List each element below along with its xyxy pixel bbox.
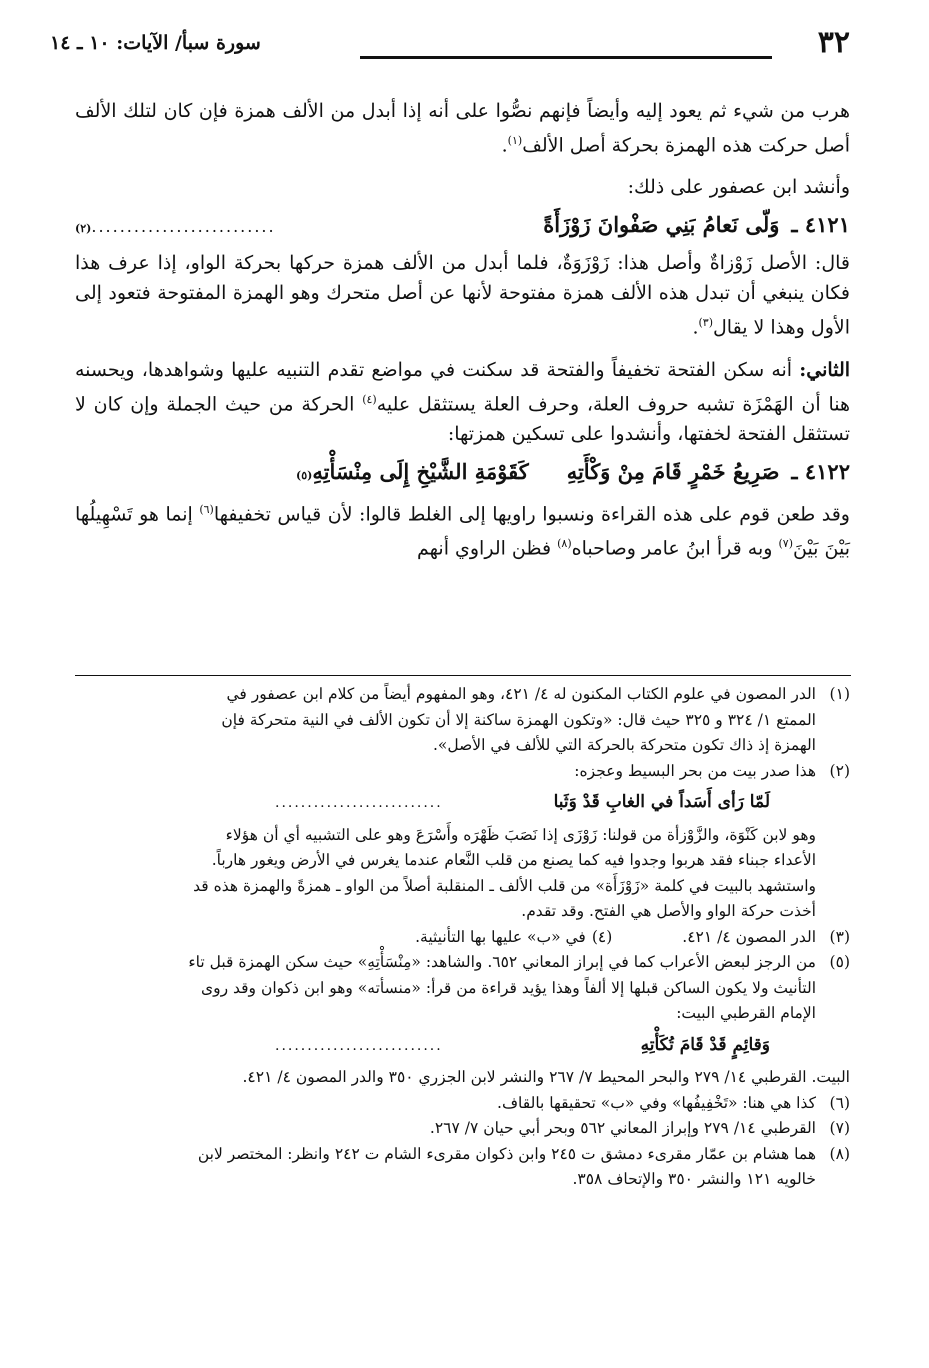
footnote-ref[interactable]: (٨) (557, 537, 572, 551)
verse-4122 (75, 457, 850, 491)
footnote-4-num: (٤) (591, 927, 613, 946)
main-text (75, 96, 850, 564)
footnote-7: (٧) القرطبي ١٤/ ٢٧٩ وإبراز المعاني ٥٦٢ وبحر أبي حيان ٧/ ٢٦٧. (429, 1119, 850, 1137)
footnotes-3-4: (٣) الدر المصون ٤/ ٤٢١. (٤) في «ب» عليها بها التأنيثية. (75, 925, 850, 951)
footnote-5-verse: وَقائِمٍ قَدْ قَامَ تُكَأْتِهِ .......................... (275, 1034, 770, 1055)
footnote-5: (٥) من الرجز لبعض الأعراب كما في إبراز المعاني ٦٥٢. والشاهد: «مِنْسَأْتِهِ» حيث سكن الهمزة قبل تاء التأنيث ولا يكون الساكن قبلها إلا ألفاً وهذا يؤيد قراءة من قرأ: «منسأته» وهو ابن ذكوان وقد روى الإمام القرطبي البيت: (188, 953, 850, 1022)
paragraph-lead: الثاني: (799, 358, 851, 381)
footnote-2-commentary: وهو لابن كَنْوَة، والزَّوْزأة من قولنا: زَوْزَى إذا نَصَبَ ظَهْرَه وأَسْرَعَ وهو على التشبيه أي أن هؤلاء الأعداء جبناء فقد هربوا وجدوا فيه كما يصنع من قلب النَّعام عندما يغرس في الأرض ويغور هارباً. واستشهد بالبيت في كلمة «زَوْزَأَة» من قلب الألف ـ المنقلبة أصلاً من الواو ـ همزةً والهمزة هذه قد أخذت حركة الواو والأصل هي الفتح. وقد تقدم. (193, 825, 816, 920)
paragraph-1: هرب من شيء ثم يعود إليه وأيضاً فإنهم نصُّوا على أنه إذا أبدل من الألف همزة فإن كان لتلك الألف أصل حركت هذه الهمزة بحركة أصل الألف$^{(١)}$. (75, 100, 850, 157)
footnote-ref[interactable]: (٥) (296, 468, 313, 482)
footnote-3: الدر المصون ٤/ ٤٢١. (682, 927, 816, 946)
verse-hemistich-2: كَقَوْمَةِ الشَّيْخِ إِلَى مِنْسَأْتِهِ (312, 458, 529, 484)
verse-hemistich: وَلّى نَعامُ بَنِي صَفْوانَ زَوْزَأَةً (543, 212, 780, 238)
footnote-ref[interactable]: (٣) (698, 316, 713, 330)
footnote-4: في «ب» عليها بها التأنيثية. (415, 927, 586, 946)
page-header (50, 26, 850, 62)
footnote-ref[interactable]: (١) (507, 134, 523, 147)
paragraph-3: قال: الأصل زَوْزاةٌ وأصل هذا: زَوْزَوَةٌ، فلما أبدل من الألف همزة حركها بحركة الواو، إذا عرف هذا فكان ينبغي أن تبدل هذه الألف همزة مفتوحة لأنها عن أصل متحرك وهو الهمزة المفتوحة فتعود إلى الأول وهذا لا يقال$^{(٣)}$. (75, 252, 850, 339)
footnote-5-sources: البيت. القرطبي ١٤/ ٢٧٩ والبحر المحيط ٧/ ٢٦٧ والنشر لابن الجزري ٣٥٠ والدر المصون ٤/ ٤٢١. (242, 1068, 850, 1086)
footnote-8: (٨) هما هشام بن عمّار مقرىء دمشق ت ٢٤٥ وابن ذكوان مقرىء الشام ت ٢٤٢ وانظر: المختصر لابن خالويه ١٢١ والنشر ٣٥٠ والإتحاف ٣٥٨. (197, 1144, 850, 1188)
header-rule (360, 56, 772, 59)
paragraph-5: وقد طعن قوم على هذه القراءة ونسبوا راويها إلى الغلط قالوا: لأن قياس تخفيفها$^{(٦)}$ إنما هو تَسْهِيلُها بَيْنَ بَيْنَ$^{(٧)}$ وبه قرأ ابنُ عامر وصاحباه$^{(٨)}$ فظن الراوي أنهم (75, 502, 850, 560)
footnote-ref[interactable]: (٧) (778, 537, 793, 551)
verse-dots: .......................... (91, 217, 276, 237)
verse-number: ٤١٢١ ـ (791, 212, 850, 238)
footnotes (75, 682, 850, 1193)
footnote-6: (٦) كذا هي هنا: «تَخْفِيفُها» وفي «ب» تحقيقها بالقاف. (497, 1093, 850, 1112)
paragraph-4: الثاني: أنه سكن الفتحة تخفيفاً والفتحة قد سكنت في مواضع تقدم التنبيه عليها وشواهدها، ويحسنه هنا أن الهَمْزَة تشبه حروف العلة، وحرف العلة يستثقل عليه$^{(٤)}$ الحركة من حيث الجملة وإن كان لا تستثقل الفتحة لخفتها، وأنشدوا على تسكين همزتها: (75, 358, 851, 445)
verse-number: ٤١٢٢ ـ (791, 458, 850, 484)
footnote-ref[interactable]: (٤) (362, 392, 377, 406)
page-number: ٣٢ (817, 25, 850, 60)
footnote-ref[interactable]: (٦) (199, 502, 214, 516)
verse-4121 (75, 210, 850, 244)
footnote-1: (١) الدر المصون في علوم الكتاب المكنون له ٤/ ٤٢١، وهو المفهوم أيضاً من كلام ابن عصفور في الممتع ١/ ٣٢٤ و ٣٢٥ حيث قال: «وتكون الهمزة ساكنة إلا أن تكون الألف في النية متحركة فإن الهمزة إذ ذاك تكون متحركة بالحركة التي للألف في الأصل». (221, 685, 850, 754)
footnote-2-verse: لَمّا رَأى أَسَداً في الغابِ قَدْ وَثَبا .......................... (275, 792, 770, 812)
paragraph-2: وأنشد ابن عصفور على ذلك: (627, 176, 850, 199)
footnote-separator (75, 675, 851, 676)
footnote-ref[interactable]: (٢) (75, 222, 92, 236)
footnote-2: (٢) هذا صدر بيت من بحر البسيط وعجزه: (574, 761, 850, 780)
verse-hemistich-1: صَرِيعُ خَمْرٍ قَامَ مِنْ وَكْأَتِهِ (566, 458, 780, 484)
running-title: سورة سبأ/ الآيات: ١٠ ـ ١٤ (50, 32, 261, 54)
